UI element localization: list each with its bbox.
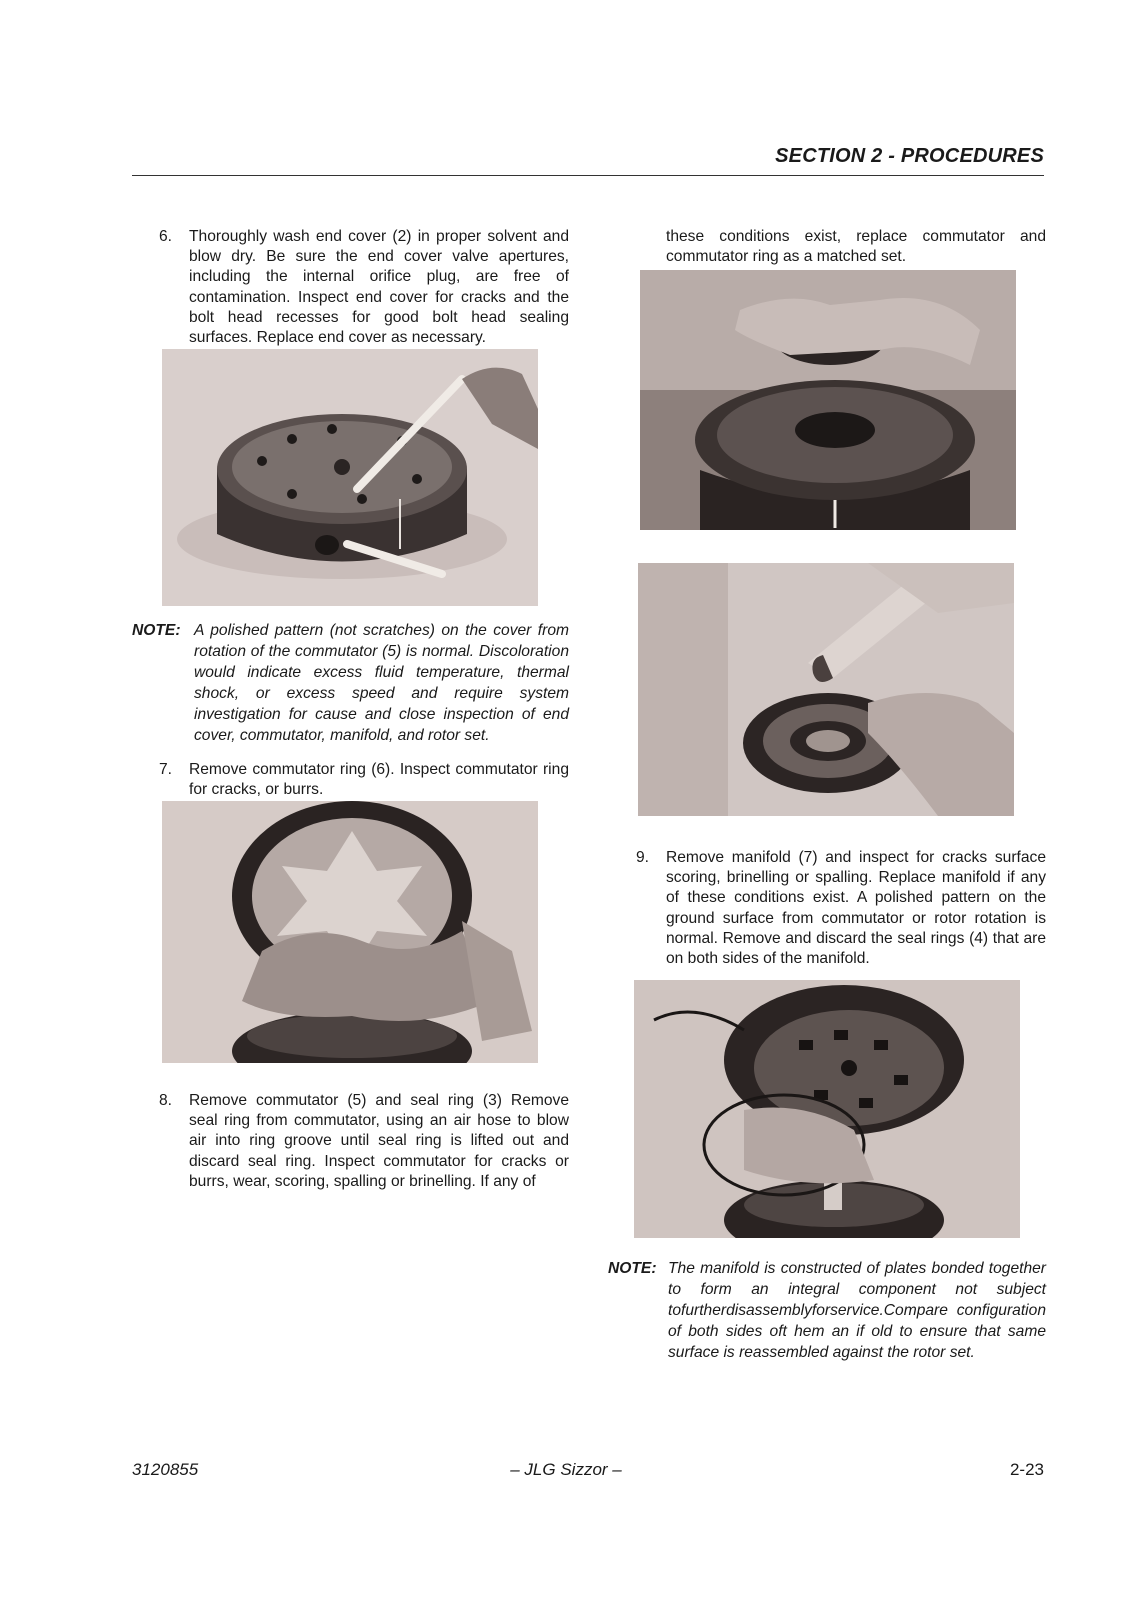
note-1-text: A polished pattern (not scratches) on the cover from rotation of the commutator (5) is normal. Discoloration would indicate excess fluid temperature, thermal shock, or excess speed and require system investigation for cause and close inspection of end cover, commutator, manifold, and rotor set. — [194, 622, 569, 744]
footer-doc-number: 3120855 — [132, 1460, 199, 1479]
step-8-continued-text: these conditions exist, replace commutator and commutator ring as a matched set. — [666, 228, 1046, 266]
step-8 — [159, 1091, 569, 1192]
step-6-text: Thoroughly wash end cover (2) in proper solvent and blow dry. Be sure the end cover valve apertures, including the internal orifice plug, are free of contamination. Inspect end cover for cracks and the bolt head recesses for good bolt head sealing surfaces. Replace end cover as necessary. — [189, 228, 569, 347]
photo-manifold-removal — [634, 980, 1020, 1238]
note-2-label: NOTE: — [608, 1260, 657, 1277]
note-2-text: The manifold is constructed of plates bonded together to form an integral component not subject tofurtherdisassemblyforservice.Compare configuration of both sides oft hem an if old to ensure that same surface is reassembled against the rotor set. — [668, 1260, 1046, 1361]
step-6 — [159, 227, 569, 348]
step-9-number: 9. — [636, 849, 650, 866]
note-1-label: NOTE: — [132, 622, 181, 639]
footer-page-number: 2-23 — [1009, 1460, 1044, 1479]
section-title: SECTION 2 - PROCEDURES — [775, 145, 1044, 167]
step-8-continued — [666, 227, 1046, 267]
step-7 — [159, 760, 569, 800]
photo-commutator-removal — [640, 270, 1016, 530]
note-2 — [608, 1258, 1046, 1363]
note-1 — [132, 620, 569, 746]
step-6-number: 6. — [159, 228, 173, 245]
footer-center: – JLG Sizzor – — [510, 1460, 622, 1479]
step-8-text: Remove commutator (5) and seal ring (3) Remove seal ring from commutator, using an air hose to blow air into ring groove until seal ring is lifted out and discard seal ring. Inspect commutator for cracks or burrs, wear, scoring, spalling or brinelling. If any of — [189, 1092, 569, 1190]
step-9 — [636, 848, 1046, 969]
step-7-text: Remove commutator ring (6). Inspect commutator ring for cracks, or burrs. — [189, 761, 569, 799]
step-9-text: Remove manifold (7) and inspect for cracks surface scoring, brinelling or spalling. Replace manifold if any of these conditions exist. A polished pattern on the ground surface from commutator or rotor rotation is normal. Remove and discard the seal rings (4) that are on both sides of the manifold. — [666, 849, 1046, 968]
photo-end-cover — [162, 349, 538, 606]
step-7-number: 7. — [159, 761, 173, 778]
photo-commutator-ring — [162, 801, 538, 1063]
step-8-number: 8. — [159, 1092, 173, 1109]
photo-ring-tool — [638, 563, 1014, 816]
header-rule — [132, 175, 1044, 176]
